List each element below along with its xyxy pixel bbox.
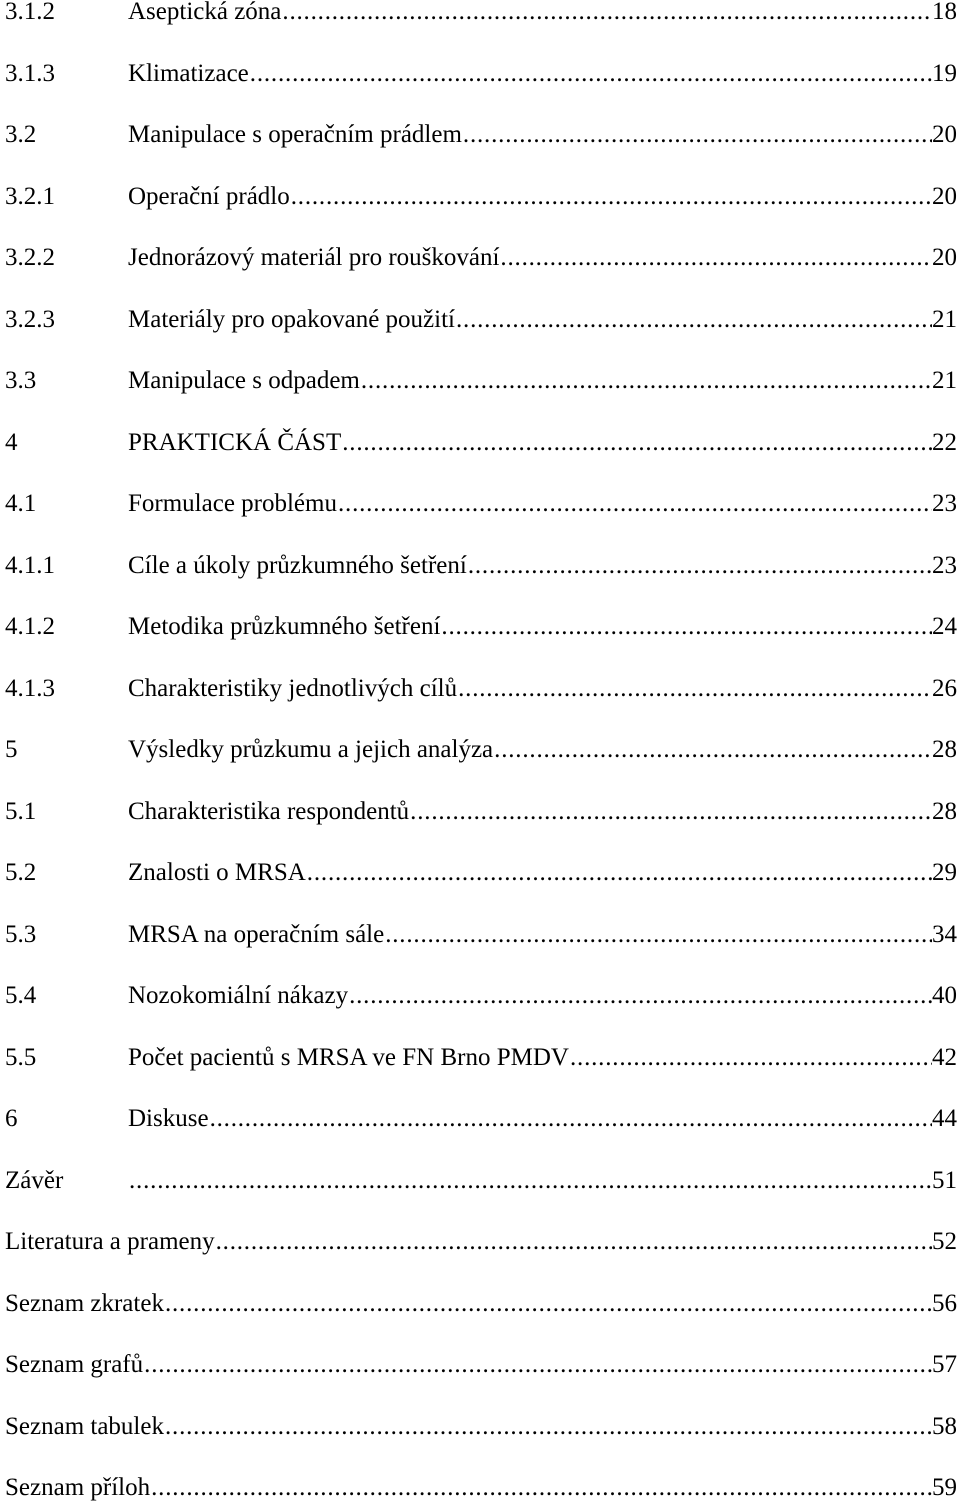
- toc-entry[interactable]: [5, 1099, 957, 1139]
- toc-entry-leader-dots: [143, 1345, 932, 1385]
- toc-entry-leader-dots: [440, 607, 932, 647]
- toc-entry[interactable]: [5, 1468, 957, 1508]
- toc-entry[interactable]: [5, 792, 957, 832]
- toc-entry-page-number: 28: [932, 736, 957, 763]
- toc-entry-title: Materiály pro opakované použití: [128, 306, 455, 333]
- toc-entry-title: Aseptická zóna: [128, 0, 282, 25]
- toc-entry-title: PRAKTICKÁ ČÁST: [128, 429, 342, 456]
- toc-entry-leader-dots: [128, 1161, 932, 1201]
- toc-entry-number: Závěr: [5, 1167, 64, 1194]
- toc-entry-title: Diskuse: [128, 1105, 209, 1132]
- toc-entry-title: Seznam tabulek: [5, 1413, 164, 1440]
- toc-entry[interactable]: [5, 1407, 957, 1447]
- toc-entry[interactable]: [5, 177, 957, 217]
- toc-entry-title: Seznam zkratek: [5, 1290, 164, 1317]
- toc-entry-leader-dots: [164, 1407, 932, 1447]
- toc-entry-number: 5: [5, 736, 18, 763]
- toc-entry-number: 5.5: [5, 1044, 37, 1071]
- toc-entry-page-number: 18: [932, 0, 957, 25]
- toc-entry-leader-dots: [348, 976, 932, 1016]
- toc-entry-title: Charakteristika respondentů: [128, 798, 410, 825]
- toc-entry-number: 5.2: [5, 859, 37, 886]
- toc-entry-title: Manipulace s odpadem: [128, 367, 360, 394]
- toc-entry-page-number: 34: [932, 921, 957, 948]
- toc-entry-title: Klimatizace: [128, 60, 249, 87]
- toc-entry-number: 3.2.2: [5, 244, 55, 271]
- toc-entry-title: Manipulace s operačním prádlem: [128, 121, 462, 148]
- toc-entry-title: Seznam grafů: [5, 1351, 144, 1378]
- toc-entry-page-number: 59: [932, 1474, 957, 1501]
- toc-entry-leader-dots: [290, 177, 932, 217]
- toc-entry-number: 5.3: [5, 921, 37, 948]
- toc-entry-number: 4.1: [5, 490, 37, 517]
- toc-entry-number: 4: [5, 429, 18, 456]
- toc-entry-leader-dots: [249, 54, 932, 94]
- toc-entry[interactable]: [5, 361, 957, 401]
- toc-entry-leader-dots: [215, 1222, 932, 1262]
- toc-entry-leader-dots: [164, 1284, 932, 1324]
- toc-entry-page-number: 52: [932, 1228, 957, 1255]
- toc-entry[interactable]: [5, 484, 957, 524]
- toc-entry[interactable]: [5, 0, 957, 32]
- toc-entry-page-number: 21: [932, 367, 957, 394]
- toc-entry-title: Metodika průzkumného šetření: [128, 613, 441, 640]
- toc-entry-page-number: 26: [932, 675, 957, 702]
- toc-entry-title: Počet pacientů s MRSA ve FN Brno PMDV: [128, 1044, 569, 1071]
- toc-entry-leader-dots: [150, 1468, 932, 1508]
- toc-entry[interactable]: [5, 669, 957, 709]
- toc-entry-title: Nozokomiální nákazy: [128, 982, 349, 1009]
- toc-entry[interactable]: [5, 1161, 957, 1201]
- toc-entry-number: 3.1.2: [5, 0, 55, 25]
- toc-entry-leader-dots: [467, 546, 932, 586]
- toc-entry-page-number: 56: [932, 1290, 957, 1317]
- toc-entry[interactable]: [5, 300, 957, 340]
- toc-entry[interactable]: [5, 546, 957, 586]
- toc-entry-page-number: 19: [932, 60, 957, 87]
- toc-entry[interactable]: [5, 423, 957, 463]
- toc-entry[interactable]: [5, 115, 957, 155]
- toc-entry-title: Charakteristiky jednotlivých cílů: [128, 675, 458, 702]
- toc-entry-number: 4.1.2: [5, 613, 55, 640]
- toc-entry-page-number: 23: [932, 552, 957, 579]
- toc-entry-number: 3.2.1: [5, 183, 55, 210]
- toc-entry-number: 5.1: [5, 798, 37, 825]
- toc-entry-number: 4.1.1: [5, 552, 55, 579]
- toc-entry[interactable]: [5, 915, 957, 955]
- toc-entry-title: Znalosti o MRSA: [128, 859, 306, 886]
- toc-entry[interactable]: [5, 730, 957, 770]
- toc-entry[interactable]: [5, 976, 957, 1016]
- toc-entry-page-number: 20: [932, 121, 957, 148]
- toc-entry-page-number: 42: [932, 1044, 957, 1071]
- toc-entry-leader-dots: [499, 238, 932, 278]
- toc-entry-leader-dots: [341, 423, 932, 463]
- toc-entry-page-number: 28: [932, 798, 957, 825]
- toc-entry-leader-dots: [360, 361, 932, 401]
- toc-entry-page-number: 51: [932, 1167, 957, 1194]
- toc-entry-page-number: 21: [932, 306, 957, 333]
- toc-entry-number: 3.1.3: [5, 60, 55, 87]
- toc-entry-page-number: 58: [932, 1413, 957, 1440]
- toc-entry-title: Cíle a úkoly průzkumného šetření: [128, 552, 467, 579]
- toc-entry-title: Operační prádlo: [128, 183, 290, 210]
- toc-entry-leader-dots: [462, 115, 932, 155]
- toc-entry[interactable]: [5, 853, 957, 893]
- toc-entry[interactable]: [5, 1038, 957, 1078]
- toc-entry-page-number: 20: [932, 244, 957, 271]
- toc-entry-number: 4.1.3: [5, 675, 55, 702]
- toc-entry-page-number: 20: [932, 183, 957, 210]
- toc-entry-title: Formulace problému: [128, 490, 337, 517]
- toc-entry-title: Seznam příloh: [5, 1474, 151, 1501]
- toc-entry-leader-dots: [306, 853, 932, 893]
- toc-entry-leader-dots: [457, 669, 932, 709]
- toc-entry-number: 3.3: [5, 367, 37, 394]
- toc-entry-page-number: 40: [932, 982, 957, 1009]
- toc-entry-page-number: 23: [932, 490, 957, 517]
- toc-entry-leader-dots: [455, 300, 932, 340]
- toc-entry-title: Výsledky průzkumu a jejich analýza: [128, 736, 494, 763]
- toc-entry-number: 3.2.3: [5, 306, 55, 333]
- toc-entry-title: MRSA na operačním sále: [128, 921, 385, 948]
- toc-entry-page-number: 57: [932, 1351, 957, 1378]
- toc-entry-leader-dots: [281, 0, 932, 32]
- toc-entry-leader-dots: [384, 915, 932, 955]
- toc-entry[interactable]: [5, 54, 957, 94]
- toc-entry-page-number: 44: [932, 1105, 957, 1132]
- toc-entry-page-number: 22: [932, 429, 957, 456]
- toc-entry[interactable]: [5, 1345, 957, 1385]
- toc-entry[interactable]: [5, 607, 957, 647]
- toc-entry-leader-dots: [209, 1099, 932, 1139]
- toc-entry-number: 5.4: [5, 982, 37, 1009]
- toc-entry-leader-dots: [337, 484, 932, 524]
- toc-entry-page-number: 24: [932, 613, 957, 640]
- toc-entry-title: Literatura a prameny: [5, 1228, 215, 1255]
- toc-entry[interactable]: [5, 238, 957, 278]
- toc-entry-title: Jednorázový materiál pro rouškování: [128, 244, 500, 271]
- toc-entry-leader-dots: [409, 792, 932, 832]
- toc-entry-leader-dots: [493, 730, 932, 770]
- toc-entry-leader-dots: [569, 1038, 932, 1078]
- toc-entry-number: 6: [5, 1105, 18, 1132]
- toc-entry-page-number: 29: [932, 859, 957, 886]
- toc-entry[interactable]: [5, 1222, 957, 1262]
- toc-entry[interactable]: [5, 1284, 957, 1324]
- toc-entry-number: 3.2: [5, 121, 37, 148]
